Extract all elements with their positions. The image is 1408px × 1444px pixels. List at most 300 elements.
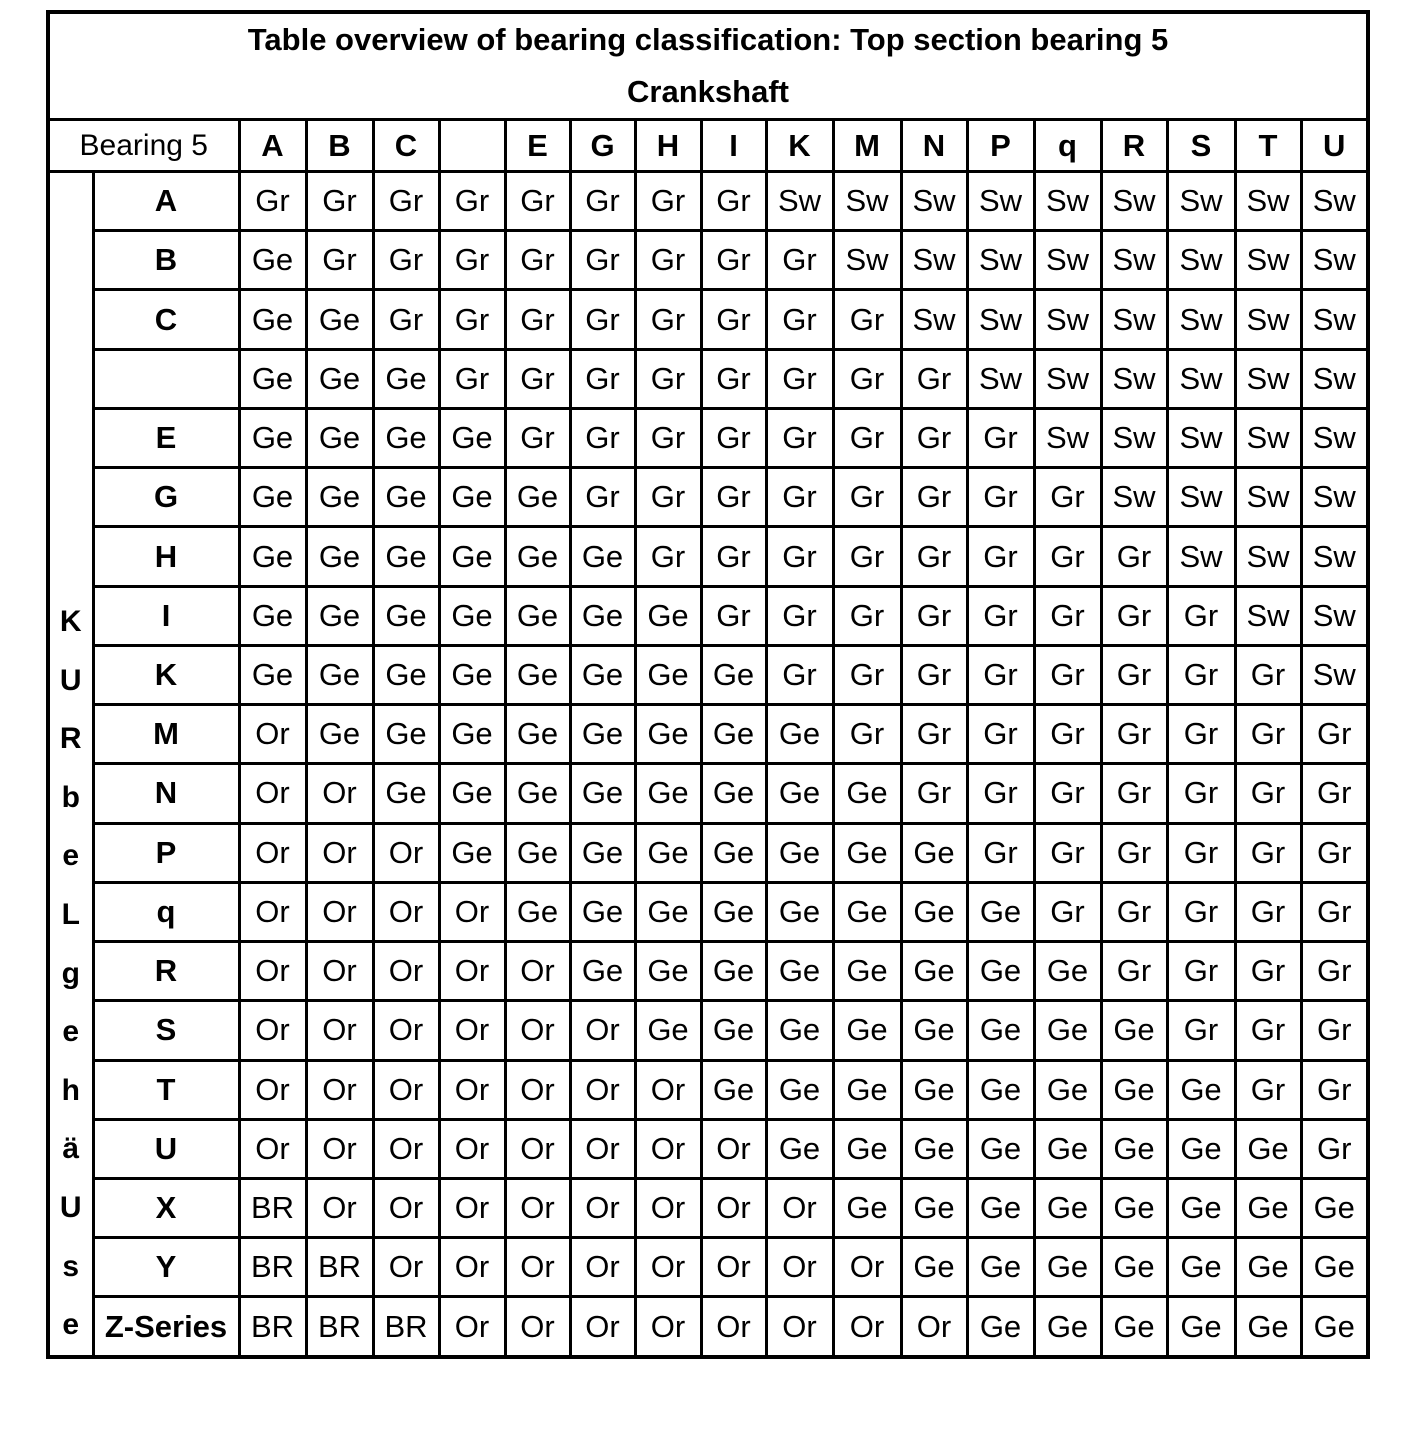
table-cell: Gr — [766, 408, 833, 467]
table-cell: Ge — [701, 1060, 766, 1119]
table-cell: Or — [505, 1060, 570, 1119]
column-header: M — [833, 120, 901, 172]
table-cell: Ge — [901, 1178, 967, 1237]
table-row — [48, 527, 1368, 586]
table-cell: Ge — [833, 1060, 901, 1119]
table-cell: Ge — [306, 468, 373, 527]
table-cell: Sw — [1301, 349, 1368, 408]
table-cell: Ge — [1101, 1001, 1167, 1060]
table-cell: Or — [373, 1060, 439, 1119]
table-cell: Ge — [306, 290, 373, 349]
column-header: G — [570, 120, 635, 172]
table-cell: Or — [239, 705, 306, 764]
table-cell: Gr — [833, 705, 901, 764]
table-title: Table overview of bearing classification: Top section bearing 5 — [247, 22, 1169, 57]
table-cell: Gr — [570, 172, 635, 231]
table-cell: Ge — [570, 705, 635, 764]
table-cell: Or — [635, 1060, 701, 1119]
table-cell: Ge — [833, 823, 901, 882]
row-header: K — [93, 645, 239, 704]
table-cell: Gr — [967, 527, 1034, 586]
table-cell: Ge — [1034, 1238, 1101, 1297]
table-cell: Or — [306, 1060, 373, 1119]
table-cell: Gr — [570, 231, 635, 290]
table-cell: Gr — [901, 586, 967, 645]
table-cell: Gr — [766, 468, 833, 527]
row-header — [93, 349, 239, 408]
table-cell: Sw — [1235, 408, 1301, 467]
row-header: S — [93, 1001, 239, 1060]
table-cell: Gr — [1167, 586, 1235, 645]
table-cell: Or — [306, 882, 373, 941]
table-cell: Sw — [901, 172, 967, 231]
table-cell: Or — [239, 1001, 306, 1060]
table-cell: Or — [701, 1238, 766, 1297]
table-cell: Or — [373, 942, 439, 1001]
table-cell: Gr — [1301, 942, 1368, 1001]
table-cell: Ge — [1301, 1238, 1368, 1297]
row-header: T — [93, 1060, 239, 1119]
table-cell: Gr — [901, 764, 967, 823]
table-cell: Ge — [967, 942, 1034, 1001]
table-cell: Gr — [373, 290, 439, 349]
table-cell: BR — [239, 1297, 306, 1357]
table-row — [48, 408, 1368, 467]
table-cell: Or — [505, 1178, 570, 1237]
table-cell: Gr — [1301, 1119, 1368, 1178]
table-cell: Gr — [306, 231, 373, 290]
table-cell: Or — [570, 1297, 635, 1357]
table-cell: Sw — [1301, 290, 1368, 349]
table-cell: Gr — [1235, 882, 1301, 941]
table-cell: Ge — [635, 645, 701, 704]
table-row — [48, 290, 1368, 349]
row-header: Z-Series — [93, 1297, 239, 1357]
table-cell: Ge — [1034, 1060, 1101, 1119]
table-cell: Or — [766, 1238, 833, 1297]
row-header: X — [93, 1178, 239, 1237]
table-cell: Gr — [1034, 645, 1101, 704]
table-cell: Ge — [1034, 1178, 1101, 1237]
table-cell: Ge — [1235, 1297, 1301, 1357]
table-cell: Gr — [1167, 942, 1235, 1001]
table-row — [48, 942, 1368, 1001]
table-cell: Gr — [701, 349, 766, 408]
table-cell: Ge — [967, 1297, 1034, 1357]
table-cell: Gr — [1167, 882, 1235, 941]
table-row — [48, 1238, 1368, 1297]
column-header: q — [1034, 120, 1101, 172]
table-cell: Gr — [766, 290, 833, 349]
table-cell: Ge — [239, 527, 306, 586]
table-cell: Ge — [967, 1060, 1034, 1119]
table-cell: BR — [373, 1297, 439, 1357]
table-cell: Or — [439, 882, 505, 941]
table-cell: Or — [833, 1297, 901, 1357]
table-cell: Ge — [901, 1119, 967, 1178]
side-label-letter: U — [59, 663, 82, 697]
table-cell: Gr — [570, 349, 635, 408]
table-cell: Ge — [439, 586, 505, 645]
table-cell: Sw — [1301, 408, 1368, 467]
table-cell: Ge — [901, 882, 967, 941]
table-cell: Or — [373, 882, 439, 941]
table-cell: Or — [505, 1001, 570, 1060]
table-cell: Gr — [901, 349, 967, 408]
table-cell: Gr — [373, 231, 439, 290]
table-cell: Ge — [373, 468, 439, 527]
table-cell: Gr — [833, 468, 901, 527]
side-label-letter: g — [61, 956, 80, 990]
table-cell: Or — [766, 1178, 833, 1237]
row-header: H — [93, 527, 239, 586]
table-cell: Ge — [306, 586, 373, 645]
table-cell: Ge — [373, 586, 439, 645]
table-cell: Sw — [1301, 645, 1368, 704]
table-cell: Ge — [1101, 1119, 1167, 1178]
table-cell: Gr — [439, 290, 505, 349]
table-cell: Gr — [635, 290, 701, 349]
table-cell: Or — [505, 1297, 570, 1357]
side-label-letter: e — [62, 1308, 80, 1342]
row-header: U — [93, 1119, 239, 1178]
table-cell: Sw — [1301, 172, 1368, 231]
table-cell: Ge — [967, 1238, 1034, 1297]
table-cell: Ge — [239, 408, 306, 467]
table-cell: Ge — [635, 705, 701, 764]
table-cell: Ge — [766, 942, 833, 1001]
table-cell: Sw — [1034, 172, 1101, 231]
table-cell: Gr — [701, 527, 766, 586]
table-cell: Ge — [505, 527, 570, 586]
table-cell: Gr — [1167, 764, 1235, 823]
table-cell: Sw — [1034, 290, 1101, 349]
table-cell: Ge — [505, 823, 570, 882]
table-cell: Gr — [635, 231, 701, 290]
table-cell: Gr — [1101, 586, 1167, 645]
row-header: N — [93, 764, 239, 823]
table-cell: Or — [505, 1238, 570, 1297]
table-row — [48, 1178, 1368, 1237]
table-cell: Gr — [635, 468, 701, 527]
table-cell: Ge — [635, 586, 701, 645]
table-cell: Or — [635, 1119, 701, 1178]
table-cell: Or — [570, 1119, 635, 1178]
table-cell: Gr — [967, 705, 1034, 764]
table-cell: Gr — [701, 290, 766, 349]
table-cell: Ge — [439, 468, 505, 527]
table-cell: Gr — [766, 231, 833, 290]
table-cell: Gr — [505, 408, 570, 467]
table-cell: Sw — [1101, 231, 1167, 290]
row-header: P — [93, 823, 239, 882]
side-label-letter: e — [62, 1015, 80, 1049]
table-cell: Sw — [1235, 172, 1301, 231]
table-row — [48, 1119, 1368, 1178]
title-row — [48, 12, 1368, 120]
table-row — [48, 586, 1368, 645]
corner-label: Bearing 5 — [48, 120, 239, 172]
side-label-letter: e — [62, 839, 80, 873]
table-cell: Ge — [901, 823, 967, 882]
table-cell: Gr — [1301, 705, 1368, 764]
table-cell: Gr — [1301, 1060, 1368, 1119]
table-cell: Ge — [833, 942, 901, 1001]
table-cell: Ge — [701, 942, 766, 1001]
table-cell: Ge — [239, 645, 306, 704]
table-cell: Or — [439, 1060, 505, 1119]
table-cell: Ge — [635, 942, 701, 1001]
table-cell: Ge — [766, 1119, 833, 1178]
table-cell: Gr — [1301, 823, 1368, 882]
table-cell: Sw — [1034, 408, 1101, 467]
table-cell: Gr — [306, 172, 373, 231]
table-cell: Sw — [766, 172, 833, 231]
table-cell: Gr — [833, 527, 901, 586]
table-cell: Gr — [967, 823, 1034, 882]
bearing-classification-table — [46, 10, 1370, 1359]
column-header: T — [1235, 120, 1301, 172]
table-cell: Ge — [373, 408, 439, 467]
table-cell: Ge — [701, 882, 766, 941]
table-row — [48, 1060, 1368, 1119]
table-cell: Or — [701, 1119, 766, 1178]
table-cell: Or — [439, 1001, 505, 1060]
table-cell: Ge — [239, 468, 306, 527]
row-header: I — [93, 586, 239, 645]
table-cell: Gr — [1301, 882, 1368, 941]
table-row — [48, 1297, 1368, 1357]
table-cell: Sw — [1167, 468, 1235, 527]
table-cell: Ge — [1101, 1060, 1167, 1119]
table-cell: Ge — [439, 408, 505, 467]
table-cell: Ge — [833, 1119, 901, 1178]
table-cell: Ge — [1034, 942, 1101, 1001]
row-header: A — [93, 172, 239, 231]
table-cell: Gr — [901, 468, 967, 527]
table-cell: Or — [239, 823, 306, 882]
table-cell: Gr — [1235, 1001, 1301, 1060]
table-cell: Gr — [1101, 764, 1167, 823]
table-cell: Gr — [701, 468, 766, 527]
table-cell: Gr — [1034, 468, 1101, 527]
table-cell: Gr — [1101, 942, 1167, 1001]
table-cell: Ge — [833, 1178, 901, 1237]
side-label — [48, 172, 93, 1357]
table-cell: Gr — [901, 527, 967, 586]
table-cell: Gr — [766, 645, 833, 704]
row-header: G — [93, 468, 239, 527]
table-row — [48, 172, 1368, 231]
table-row — [48, 231, 1368, 290]
table-cell: Or — [766, 1297, 833, 1357]
table-cell: Sw — [1235, 290, 1301, 349]
table-cell: Or — [373, 823, 439, 882]
table-cell: Ge — [766, 1001, 833, 1060]
table-cell: BR — [239, 1238, 306, 1297]
table-cell: Gr — [1034, 764, 1101, 823]
table-cell: Ge — [967, 882, 1034, 941]
table-cell: Sw — [833, 172, 901, 231]
table-cell: Ge — [570, 586, 635, 645]
table-cell: Ge — [570, 882, 635, 941]
table-cell: Or — [373, 1119, 439, 1178]
table-cell: Sw — [1167, 290, 1235, 349]
table-cell: Ge — [701, 764, 766, 823]
table-cell: Sw — [1235, 586, 1301, 645]
table-cell: BR — [306, 1297, 373, 1357]
row-header: R — [93, 942, 239, 1001]
table-cell: Ge — [373, 705, 439, 764]
table-cell: Ge — [306, 527, 373, 586]
table-cell: Gr — [1235, 764, 1301, 823]
table-cell: Sw — [1301, 527, 1368, 586]
table-subtitle: Crankshaft — [627, 74, 789, 109]
table-cell: Ge — [373, 349, 439, 408]
table-cell: Or — [373, 1238, 439, 1297]
table-cell: Sw — [1167, 408, 1235, 467]
row-header: C — [93, 290, 239, 349]
column-header: U — [1301, 120, 1368, 172]
column-header: A — [239, 120, 306, 172]
table-cell: Or — [306, 823, 373, 882]
table-cell: Or — [439, 1119, 505, 1178]
table-cell: Sw — [1301, 586, 1368, 645]
table-cell: Sw — [1235, 468, 1301, 527]
column-header: K — [766, 120, 833, 172]
table-cell: Ge — [901, 942, 967, 1001]
table-cell: Gr — [570, 468, 635, 527]
table-cell: Ge — [1101, 1297, 1167, 1357]
table-cell: Or — [901, 1297, 967, 1357]
table-row — [48, 1001, 1368, 1060]
row-header: q — [93, 882, 239, 941]
table-cell: Ge — [635, 1001, 701, 1060]
table-cell: Sw — [1101, 172, 1167, 231]
table-cell: Sw — [1235, 349, 1301, 408]
table-cell: Or — [570, 1001, 635, 1060]
table-cell: Gr — [439, 172, 505, 231]
table-cell: Ge — [306, 408, 373, 467]
table-cell: Sw — [1235, 527, 1301, 586]
table-row — [48, 705, 1368, 764]
side-label-letter: b — [61, 780, 80, 814]
table-cell: Gr — [901, 645, 967, 704]
table-cell: Gr — [1101, 645, 1167, 704]
column-header: E — [505, 120, 570, 172]
table-cell: Ge — [570, 527, 635, 586]
table-cell: Ge — [1034, 1001, 1101, 1060]
table-cell: Ge — [766, 823, 833, 882]
table-cell: Gr — [1235, 942, 1301, 1001]
table-cell: Gr — [439, 231, 505, 290]
table-title-cell — [48, 12, 1368, 120]
table-cell: Or — [701, 1178, 766, 1237]
table-cell: Ge — [701, 1001, 766, 1060]
table-cell: Gr — [766, 349, 833, 408]
column-header — [439, 120, 505, 172]
table-cell: Gr — [635, 172, 701, 231]
table-cell: Sw — [1101, 468, 1167, 527]
table-cell: Ge — [967, 1119, 1034, 1178]
table-cell: Or — [439, 1297, 505, 1357]
table-cell: Sw — [1235, 231, 1301, 290]
table-cell: Sw — [1167, 231, 1235, 290]
table-cell: Or — [635, 1238, 701, 1297]
table-cell: Ge — [701, 645, 766, 704]
table-cell: Gr — [505, 349, 570, 408]
table-cell: Or — [570, 1238, 635, 1297]
table-cell: Ge — [1101, 1178, 1167, 1237]
table-cell: Sw — [1167, 349, 1235, 408]
table-cell: Ge — [1101, 1238, 1167, 1297]
table-cell: Gr — [1034, 527, 1101, 586]
table-cell: Ge — [1235, 1238, 1301, 1297]
table-cell: Or — [833, 1238, 901, 1297]
table-cell: Sw — [1101, 408, 1167, 467]
table-cell: Gr — [967, 586, 1034, 645]
table-cell: Ge — [635, 882, 701, 941]
table-cell: Ge — [1167, 1119, 1235, 1178]
table-cell: Ge — [505, 586, 570, 645]
table-cell: Ge — [439, 645, 505, 704]
table-cell: Gr — [901, 408, 967, 467]
table-cell: Ge — [1301, 1178, 1368, 1237]
table-cell: Gr — [1034, 705, 1101, 764]
table-cell: Gr — [1101, 823, 1167, 882]
table-cell: Ge — [701, 705, 766, 764]
table-cell: Ge — [635, 823, 701, 882]
table-cell: Gr — [635, 349, 701, 408]
table-cell: Ge — [766, 1060, 833, 1119]
table-cell: Gr — [1235, 705, 1301, 764]
table-cell: Or — [635, 1297, 701, 1357]
table-cell: Or — [505, 1119, 570, 1178]
table-cell: Or — [306, 942, 373, 1001]
side-label-letter: h — [61, 1073, 80, 1107]
table-cell: Or — [439, 942, 505, 1001]
table-cell: Gr — [1101, 527, 1167, 586]
table-cell: Or — [701, 1297, 766, 1357]
table-cell: Gr — [833, 408, 901, 467]
table-cell: Sw — [967, 290, 1034, 349]
table-cell: Ge — [570, 645, 635, 704]
table-row — [48, 349, 1368, 408]
table-cell: Gr — [1034, 882, 1101, 941]
table-cell: Gr — [505, 290, 570, 349]
row-header: B — [93, 231, 239, 290]
table-cell: Gr — [1167, 1001, 1235, 1060]
table-cell: Ge — [373, 645, 439, 704]
table-cell: Or — [306, 1001, 373, 1060]
table-cell: Sw — [833, 231, 901, 290]
table-cell: Gr — [833, 586, 901, 645]
side-label-letter: ä — [62, 1132, 80, 1166]
table-cell: Ge — [1167, 1178, 1235, 1237]
table-cell: Gr — [967, 468, 1034, 527]
table-cell: Ge — [1167, 1060, 1235, 1119]
column-header: N — [901, 120, 967, 172]
row-header: Y — [93, 1238, 239, 1297]
table-cell: Sw — [967, 349, 1034, 408]
table-cell: Sw — [1301, 468, 1368, 527]
table-cell: Gr — [967, 645, 1034, 704]
table-cell: BR — [306, 1238, 373, 1297]
table-cell: Sw — [1101, 349, 1167, 408]
table-cell: Ge — [306, 645, 373, 704]
column-header: S — [1167, 120, 1235, 172]
table-cell: Ge — [833, 764, 901, 823]
